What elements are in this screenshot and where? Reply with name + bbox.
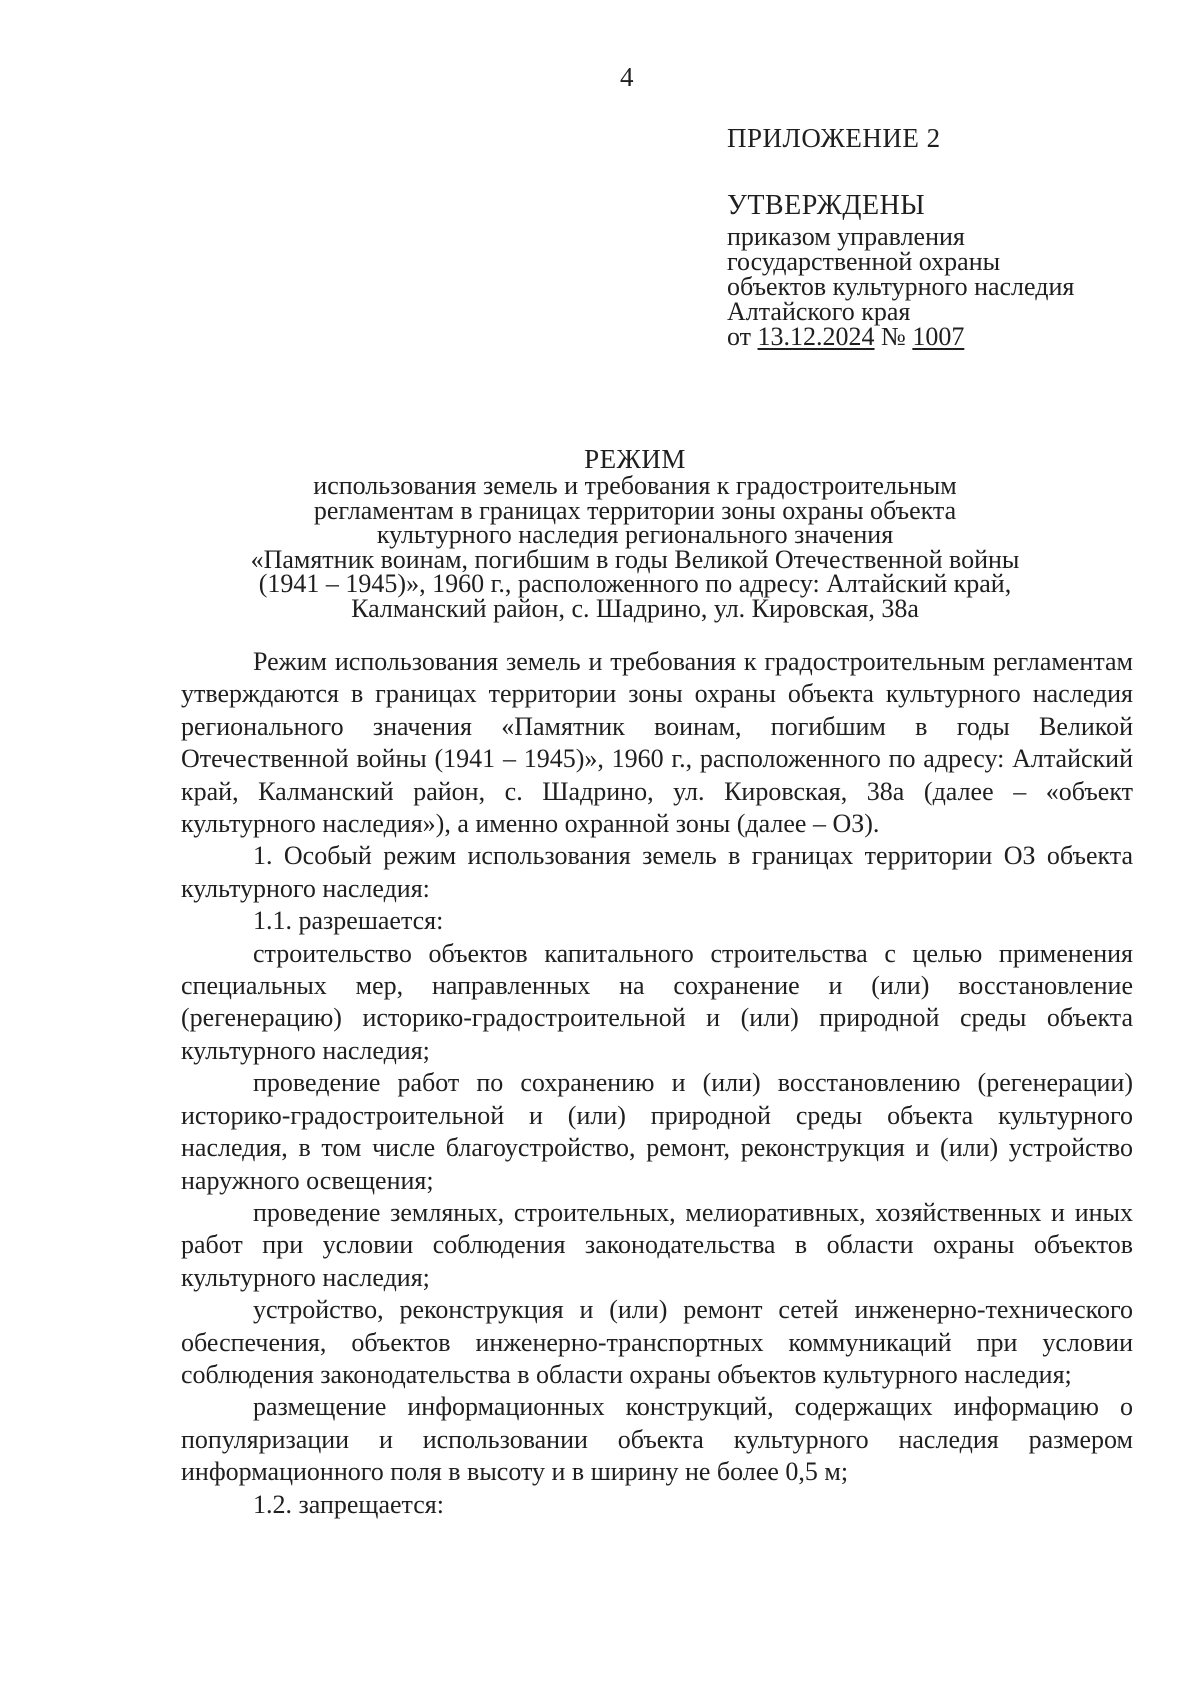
allowed-item: строительство объектов капитального строительства с целью применения специальных мер, направленных на сохранение и (или) восстановление (регенерацию) историко-градостроительной и (или) природной среды объекта культурного наследия; xyxy=(181,938,1133,1065)
appendix-label: ПРИЛОЖЕНИЕ 2 xyxy=(727,123,941,153)
document-heading xyxy=(200,444,1070,622)
subtitle-line: использования земель и требования к градостроительным xyxy=(313,471,957,500)
page-number: 4 xyxy=(620,62,634,92)
number-prefix: № xyxy=(874,322,913,351)
document-body xyxy=(181,646,1133,1521)
allowed-item: размещение информационных конструкций, содержащих информацию о популяризации и использовании объекта культурного наследия размером информационного поля в высоту и в ширину не более 0,5 м; xyxy=(181,1392,1133,1487)
approval-block xyxy=(727,190,1167,349)
section-1-2-heading: 1.2. запрещается: xyxy=(253,1489,444,1519)
subtitle-line: культурного наследия регионального значения xyxy=(376,520,894,550)
subtitle-line: «Памятник воинам, погибшим в годы Великой Отечественной войны xyxy=(250,544,1020,574)
intro-paragraph: Режим использования земель и требования к градостроительным регламентам утверждаются в границах территории зоны охраны объекта культурного наследия регионального значения «Памятник воинам, погибшим в годы Великой Отечественной войны (1941 – 1945)», 1960 г., расположенного по адресу: Алтайский край, Калманский район, с. Шадрино, ул. Кировская, 38а (далее – «объект культурного наследия»), а именно охранной зоны (далее – ОЗ). xyxy=(181,647,1133,839)
date-prefix: от xyxy=(727,322,758,351)
subtitle-line: регламентам в границах территории зоны охраны объекта xyxy=(313,495,957,525)
allowed-item: проведение работ по сохранению и (или) восстановлению (регенерации) историко-градостроительной и (или) природной среды объекта культурного наследия, в том числе благоустройство, ремонт, реконструкция и (или) устройство наружного освещения; xyxy=(181,1068,1133,1195)
approval-line: объектов культурного наследия xyxy=(727,272,1075,301)
section-1-heading: 1. Особый режим использования земель в границах территории ОЗ объекта культурного наследия: xyxy=(181,841,1133,903)
approval-line: приказом управления xyxy=(727,222,965,251)
approval-date: 13.12.2024 xyxy=(757,322,875,351)
document-title: РЕЖИМ xyxy=(584,444,686,474)
section-1-1-heading: 1.1. разрешается: xyxy=(253,906,444,936)
approval-line: Алтайского края xyxy=(727,297,911,326)
approval-title: УТВЕРЖДЕНЫ xyxy=(727,190,926,221)
allowed-item: проведение земляных, строительных, мелиоративных, хозяйственных и иных работ при условии соблюдения законодательства в области охраны объектов культурного наследия; xyxy=(181,1197,1133,1292)
approval-number: 1007 xyxy=(912,322,965,351)
approval-line: государственной охраны xyxy=(727,247,1001,276)
subtitle-line: (1941 – 1945)», 1960 г., расположенного по адресу: Алтайский край, xyxy=(258,569,1012,599)
allowed-item: устройство, реконструкция и (или) ремонт сетей инженерно-технического обеспечения, объектов инженерно-транспортных коммуникаций при условии соблюдения законодательства в области охраны объектов культурного наследия; xyxy=(181,1295,1133,1389)
approval-date-line xyxy=(727,324,1167,349)
subtitle-line: Калманский район, с. Шадрино, ул. Кировская, 38а xyxy=(351,593,919,623)
